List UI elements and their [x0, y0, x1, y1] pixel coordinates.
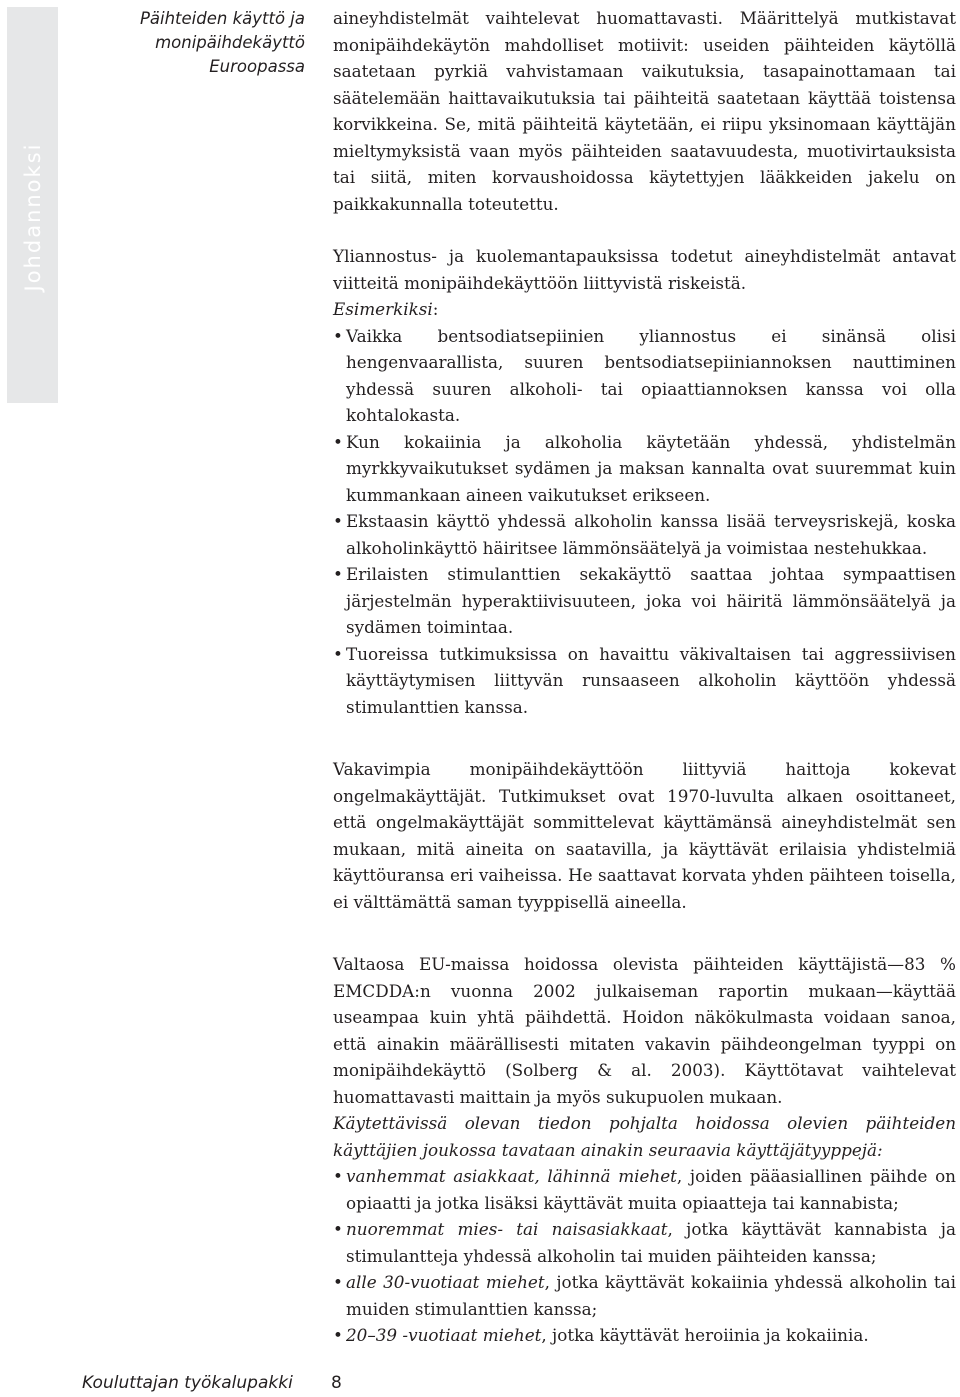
bullet: • [333, 1166, 343, 1186]
footer-title: Kouluttajan työkalupakki [82, 1373, 293, 1393]
paragraph-motives: aineyhdistelmät vaihtelevat huomattavasti. Määrittelyä mutkistavat monipäihdekäytön mahdolliset motiivit: useiden päihteiden käytöllä saatetaan pyrkiä vahvistamaan vaikutuksia, tasapainottamaan tai säätelemään haittavaikutuksia tai päihteitä saatetaan käyttää toistensa korvikkeina. Se, mitä päihteitä käytetään, ei riipu yksinomaan käyttäjän mieltymyksistä vaan myös päihteiden saatavuudesta, muotivirtauksista tai siitä, miten korvaushoidossa käytettyjen lääkkeiden jakelu on paikkakunnalla toteutettu. [333, 8, 956, 214]
bullet: • [333, 643, 343, 664]
user-type-desc: , joiden pääasiallinen päihde on opiaatti ja jotka lisäksi käyttävät muita opiaatteja tai kannabista; [346, 1166, 956, 1213]
list-item [333, 1163, 956, 1216]
examples-colon: : [432, 299, 439, 319]
list-item-text: Ekstaasin käyttö yhdessä alkoholin kanssa lisää terveysriskejä, koska alkoholinkäyttö häiritsee lämmönsäätelyä ja voimistaa nestehukkaa. [346, 511, 956, 558]
list-item [333, 323, 956, 429]
list-item [333, 1322, 956, 1349]
list-item [333, 1216, 956, 1269]
examples-label: Esimerkiksi [333, 299, 433, 319]
user-type-term: 20–39 -vuotiaat miehet [346, 1325, 542, 1345]
user-type-term: alle 30-vuotiaat miehet [346, 1272, 545, 1292]
paragraph-overdose [333, 243, 956, 323]
user-type-term: vanhemmat asiakkaat, lähinnä miehet [346, 1166, 677, 1186]
user-type-desc: , jotka käyttävät kokaiinia yhdessä alkoholin tai muiden stimulanttien kanssa; [346, 1272, 957, 1319]
margin-heading-line: Euroopassa [209, 57, 305, 76]
examples-list [333, 323, 956, 721]
margin-heading-line: monipäihdekäyttö [155, 33, 305, 52]
bullet: • [333, 325, 343, 346]
list-item [333, 1269, 956, 1322]
paragraph-user-types-intro: Käytettävissä olevan tiedon pohjalta hoidossa olevien päihteiden käyttäjien joukossa tavataan ainakin seuraavia käyttäjätyyppejä: [333, 1113, 956, 1160]
list-item-text: Vaikka bentsodiatsepiinien yliannostus ei sinänsä olisi hengenvaarallista, suuren bentsodiatsepiiniannoksen nauttiminen yhdessä suuren alkoholi- tai opiaattiannoksen kanssa voi olla kohtalokasta. [346, 325, 956, 425]
bullet: • [333, 431, 343, 452]
user-type-term: nuoremmat mies- tai naisasiakkaat [346, 1219, 668, 1239]
margin-heading [100, 7, 305, 79]
list-item [333, 641, 956, 721]
paragraph-treatment: Valtaosa EU-maissa hoidossa olevista päihteiden käyttäjistä—83 % EMCDDA:n vuonna 2002 julkaiseman raportin mukaan—käyttää useampaa kuin yhtä päihdettä. Hoidon näkökulmasta voidaan sanoa, että ainakin määrällisesti mitaten vakavin päihdeongelman tyyppi on monipäihdekäyttö (Solberg & al. 2003). Käyttötavat vaihtelevat huomattavasti maittain ja myös sukupuolen mukaan. [333, 954, 956, 1107]
bullet: • [333, 511, 343, 531]
bullet: • [333, 1272, 343, 1292]
side-tab-label: Johdannoksi [20, 142, 45, 292]
user-type-desc: , jotka käyttävät kannabista ja stimulantteja yhdessä alkoholin tai muiden päihteiden kanssa; [346, 1219, 956, 1266]
paragraph-problem-users: Vakavimpia monipäihdekäyttöön liittyviä haittoja kokevat ongelmakäyttäjät. Tutkimukset ovat 1970-luvulta alkaen osoittaneet, että ongelmakäyttäjät sommittelevat käyttämänsä aineyhdistelmät sen mukaan, mitä aineita on saatavilla, ja käyttävät erilaisia yhdistelmiä käyttöuransa eri vaiheissa. He saattavat korvata yhden päihteen toisella, ei välttämättä saman tyyppisellä aineella. [333, 759, 956, 912]
list-item-text: Tuoreissa tutkimuksissa on havaittu väkivaltaisen tai aggressiivisen käyttäytymisen liittyvän runsaaseen alkoholin käyttöön yhdessä stimulanttien kanssa. [346, 643, 956, 717]
list-item-text: Erilaisten stimulanttien sekakäyttö saattaa johtaa sympaattisen järjestelmän hyperaktiivisuuteen, joka voi häiritä lämmönsäätelyä ja sydämen toimintaa. [346, 564, 956, 637]
bullet: • [333, 1325, 343, 1345]
page-number: 8 [331, 1373, 342, 1393]
list-item-text: Kun kokaiinia ja alkoholia käytetään yhdessä, yhdistelmän myrkkyvaikutukset sydämen ja maksan kannalta ovat suuremmat kuin kummankaan aineen vaikutukset erikseen. [346, 431, 956, 505]
margin-heading-line: Päihteiden käyttö ja [139, 9, 305, 28]
user-types-list [333, 1163, 956, 1349]
user-type-desc: , jotka käyttävät heroiinia ja kokaiinia. [541, 1325, 869, 1345]
main-text [333, 5, 956, 1349]
side-tab [7, 7, 58, 403]
list-item [333, 429, 956, 509]
list-item [333, 508, 956, 561]
list-item [333, 561, 956, 641]
bullet: • [333, 564, 343, 584]
paragraph-overdose-text: Yliannostus- ja kuolemantapauksissa todetut aineyhdistelmät antavat viitteitä monipäihdekäyttöön liittyvistä riskeistä. [333, 246, 956, 293]
bullet: • [333, 1219, 343, 1239]
